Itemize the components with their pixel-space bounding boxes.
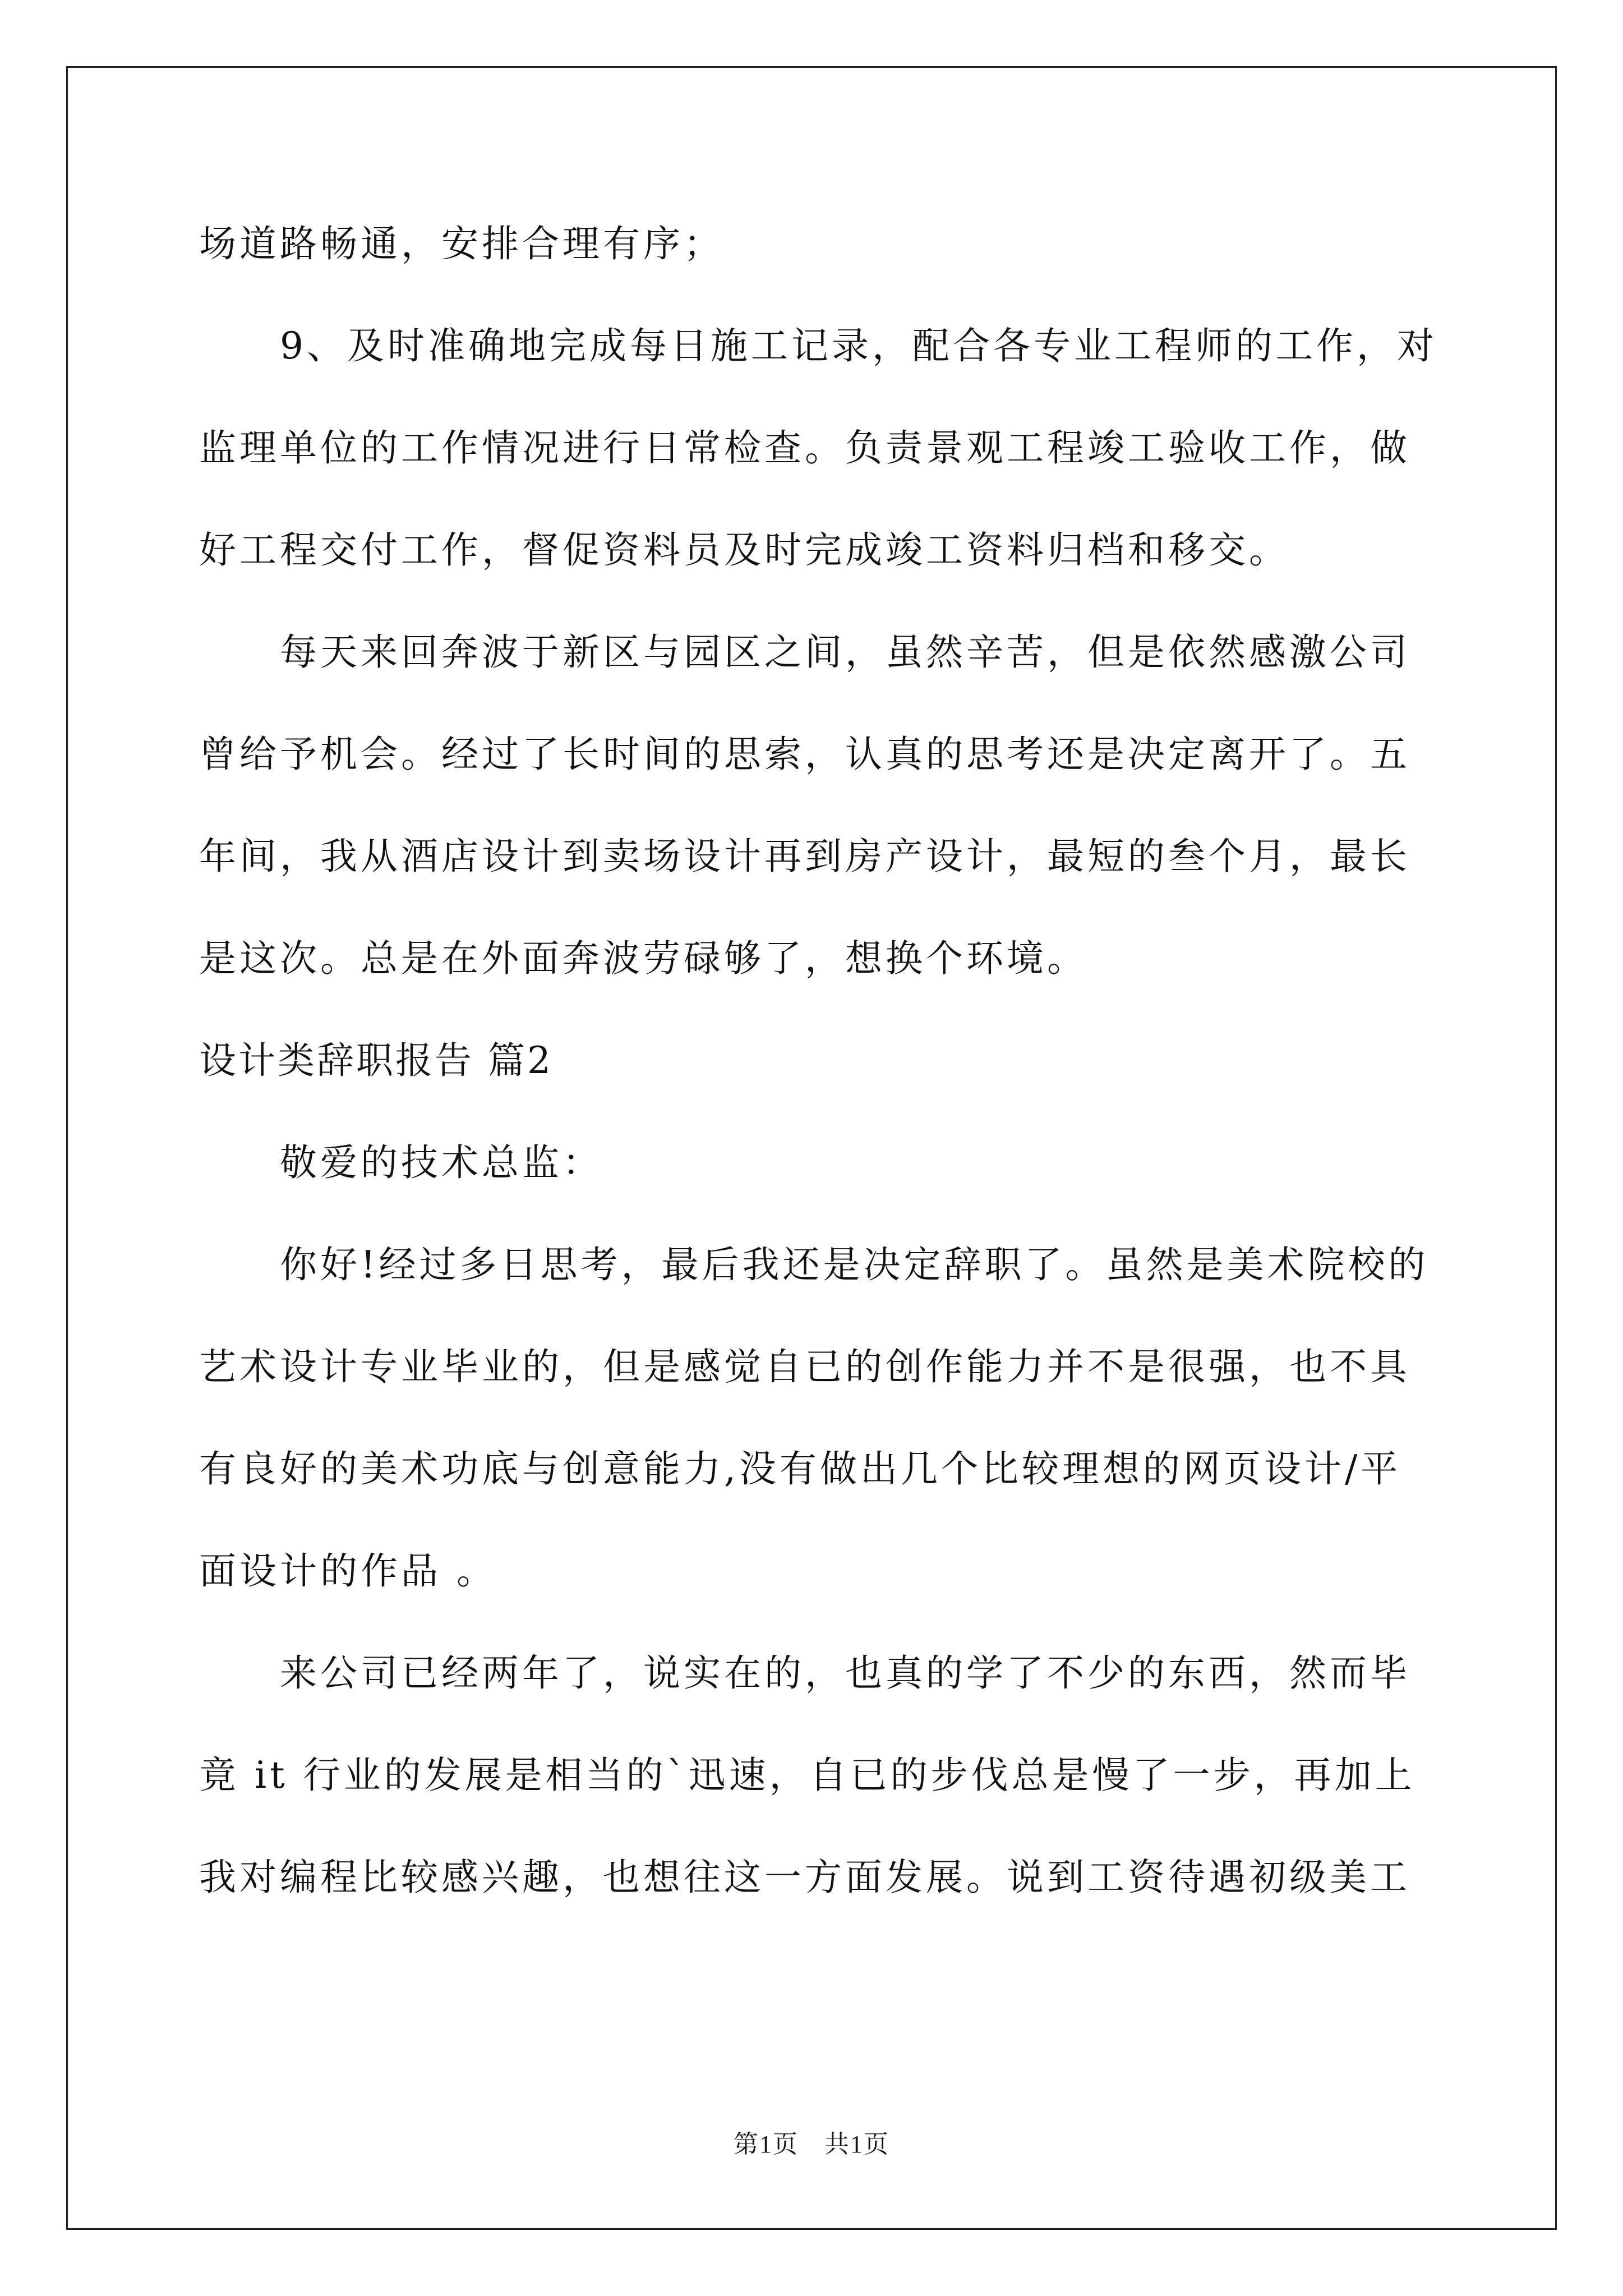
paragraph-line: 竟 it 行业的发展是相当的`迅速，自已的步伐总是慢了一步，再加上 [199,1754,1415,1797]
paragraph-line: 面设计的作品 。 [199,1549,497,1593]
salutation: 敬爱的技术总监： [280,1141,603,1184]
page-number: 第1页 共1页 [734,2131,889,2158]
paragraph-line: 是这次。总是在外面奔波劳碌够了，想换个环境。 [199,937,1087,980]
section-heading: 设计类辞职报告 篇2 [199,1039,553,1082]
paragraph-line: 年间，我从酒店设计到卖场设计再到房产设计，最短的叁个月，最长 [199,835,1410,878]
paragraph-line: 曾给予机会。经过了长时间的思索，认真的思考还是决定离开了。五 [199,733,1410,776]
paragraph-line: 每天来回奔波于新区与园区之间，虽然辛苦，但是依然感激公司 [280,631,1410,674]
paragraph-line: 好工程交付工作，督促资料员及时完成竣工资料归档和移交。 [199,528,1289,572]
paragraph-line: 你好!经过多日思考，最后我还是决定辞职了。虽然是美术院校的 [280,1243,1429,1286]
paragraph-line: 场道路畅通，安排合理有序； [199,222,724,265]
paragraph-line: 来公司已经两年了，说实在的，也真的学了不少的东西，然而毕 [280,1651,1410,1695]
paragraph-line: 监理单位的工作情况进行日常检查。负责景观工程竣工验收工作，做 [199,426,1410,470]
paragraph-line: 艺术设计专业毕业的，但是感觉自已的创作能力并不是很强，也不具 [199,1345,1410,1388]
paragraph-line: 我对编程比较感兴趣，也想往这一方面发展。说到工资待遇初级美工 [199,1856,1410,1899]
paragraph-line: 9、及时准确地完成每日施工记录，配合各专业工程师的工作，对 [280,324,1437,367]
paragraph-line: 有良好的美术功底与创意能力,没有做出几个比较理想的网页设计/平 [199,1447,1401,1490]
